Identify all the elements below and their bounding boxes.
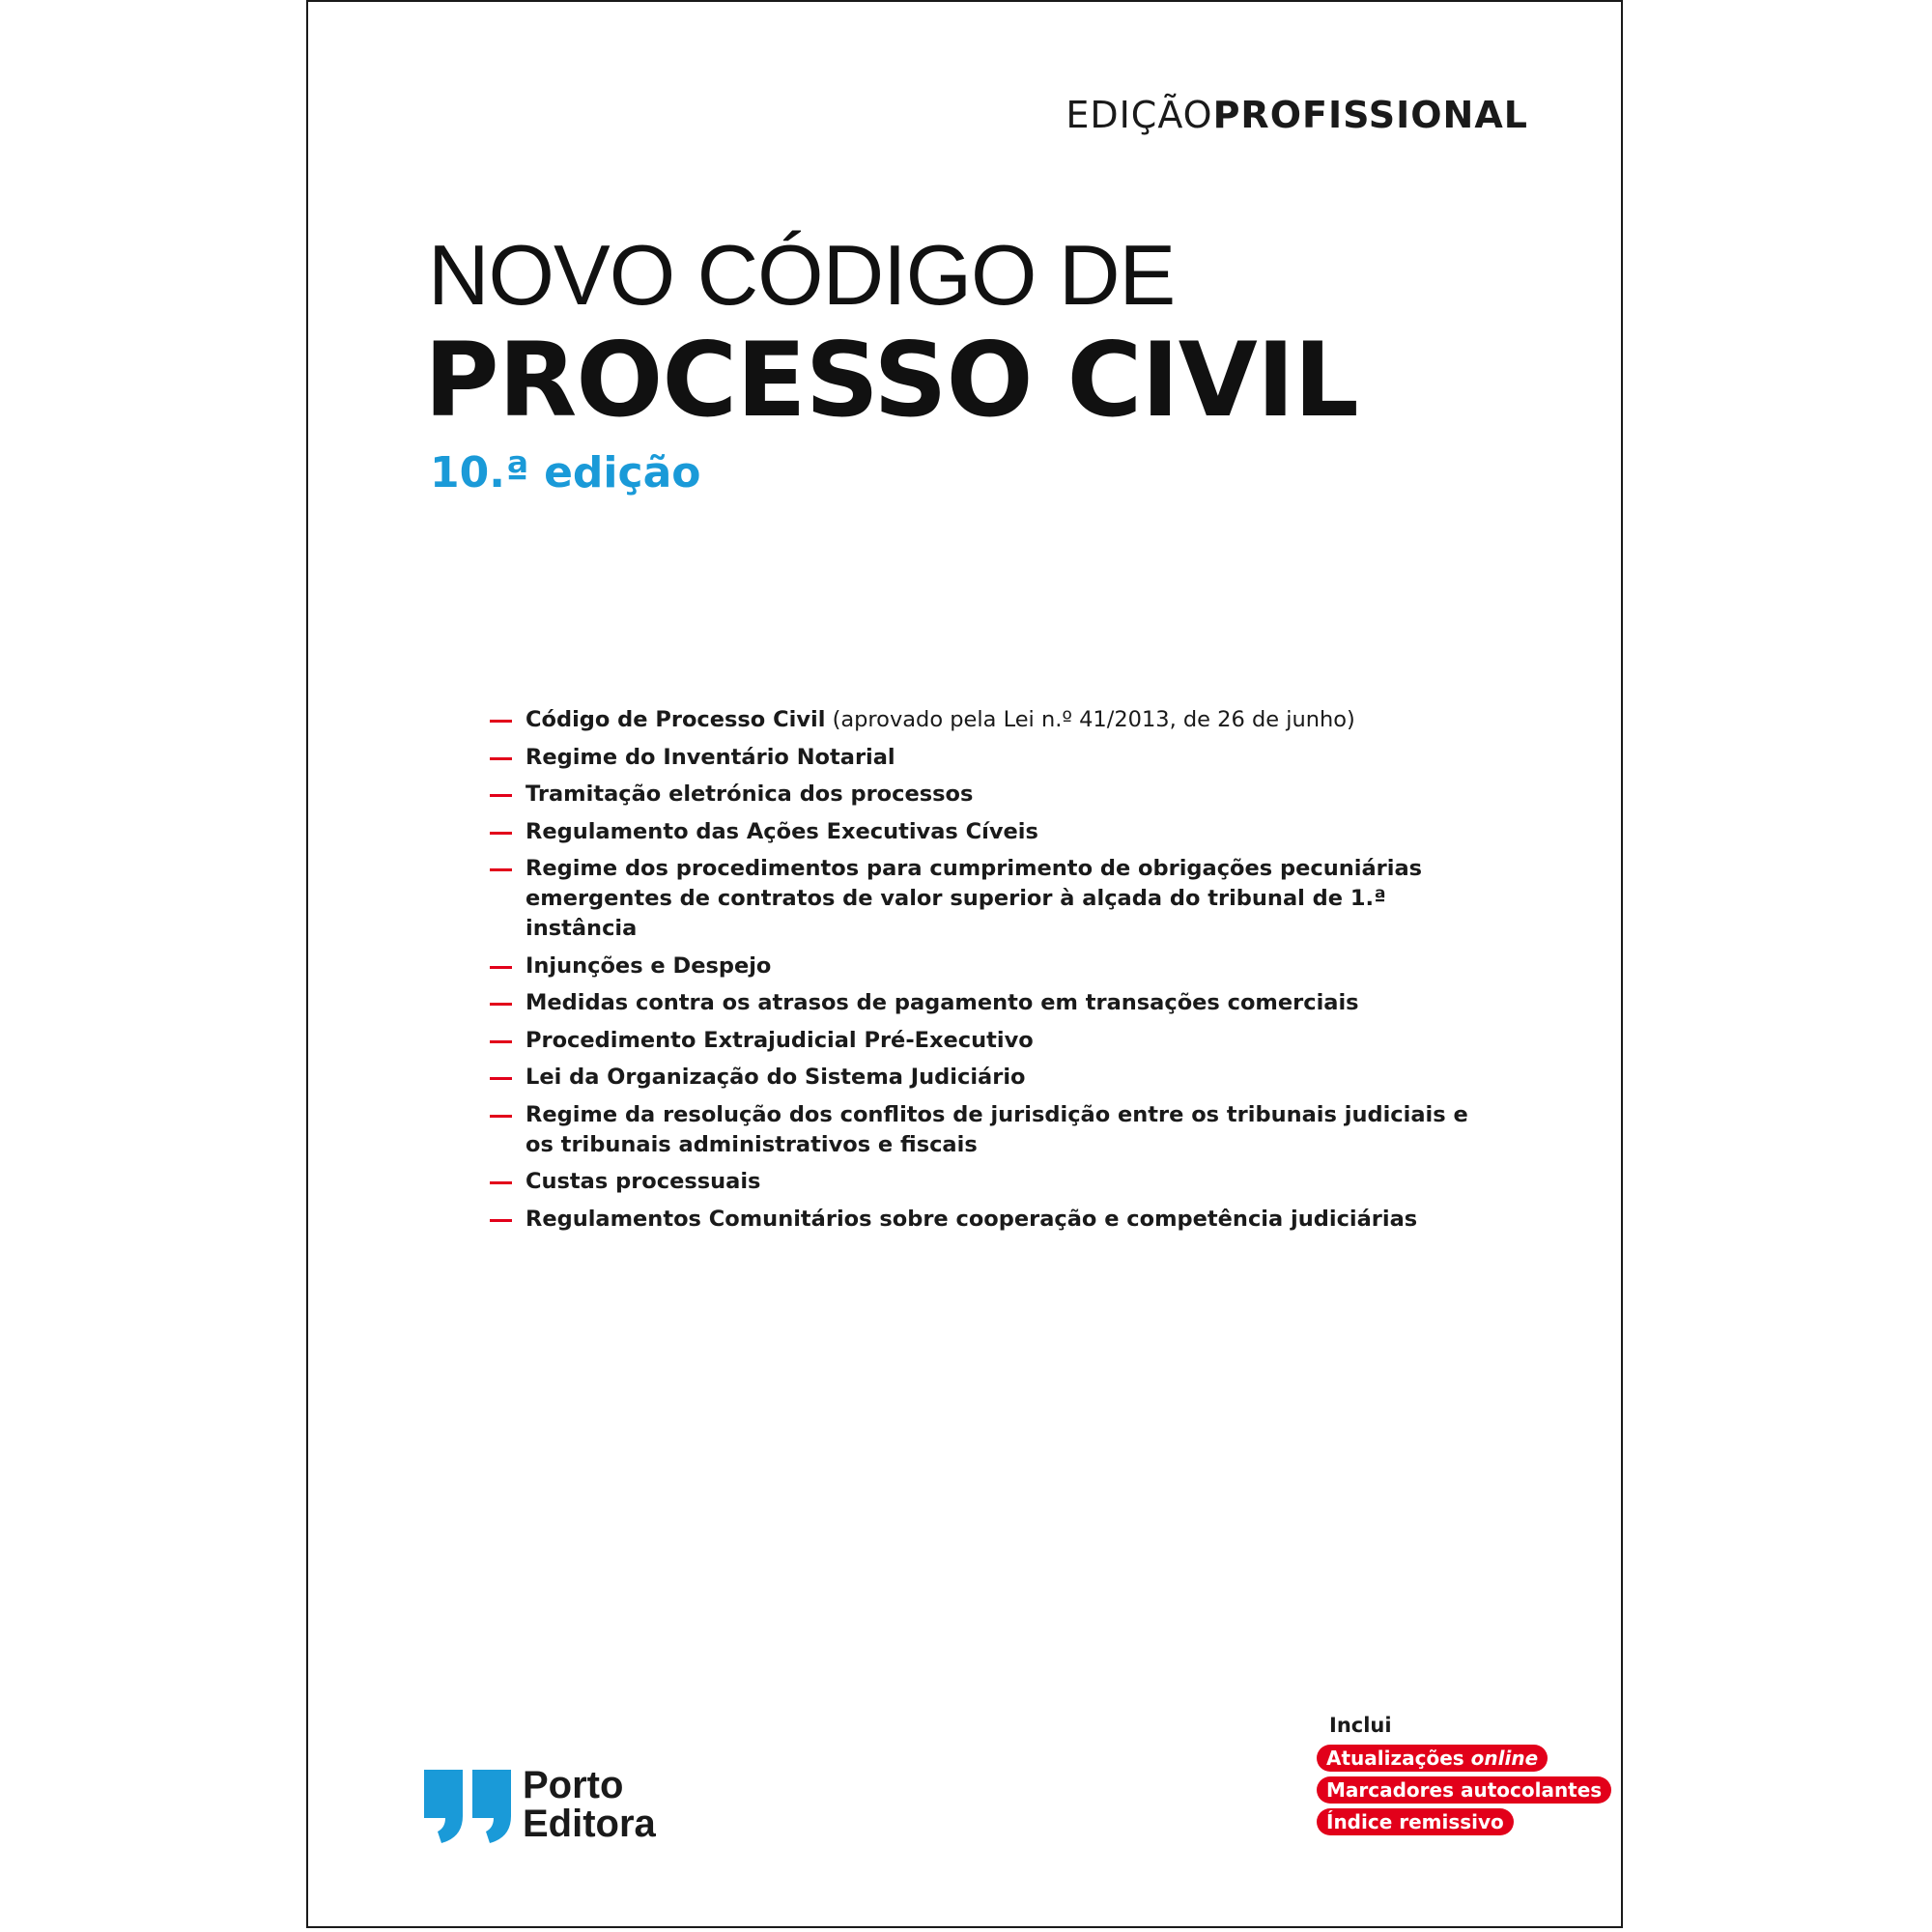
series-label [1065, 94, 1528, 136]
publisher-name-line-1: Porto [523, 1764, 624, 1806]
list-item-title: Custas processuais [526, 1169, 761, 1194]
list-item [490, 1063, 1485, 1093]
red-dash-icon [490, 868, 512, 871]
porto-editora-quote-logo-icon [424, 1770, 513, 1843]
badge-updates [1317, 1745, 1548, 1772]
red-dash-icon [490, 1181, 512, 1184]
red-dash-icon [490, 1115, 512, 1118]
badge-updates-text: Atualizações [1326, 1747, 1471, 1770]
red-dash-icon [490, 1040, 512, 1043]
red-dash-icon [490, 1003, 512, 1006]
list-item-title: Regime dos procedimentos para cumprimento de obrigações pecuniárias emergentes de contratos de valor superior à alçada do tribunal de 1.ª instância [526, 856, 1423, 941]
publisher-name [523, 1766, 656, 1843]
red-dash-icon [490, 794, 512, 797]
title-line-1: NOVO CÓDIGO DE [428, 227, 1176, 323]
list-item-title: Injunções e Despejo [526, 952, 772, 979]
edition-number: 10.ª edição [430, 448, 701, 497]
list-item-note: (aprovado pela Lei n.º 41/2013, de 26 de junho) [825, 707, 1355, 732]
badge-updates-italic: online [1470, 1747, 1539, 1770]
red-dash-icon [490, 966, 512, 969]
red-dash-icon [490, 1077, 512, 1080]
list-item-title: Medidas contra os atrasos de pagamento em transações comerciais [526, 990, 1359, 1015]
list-item [490, 780, 1485, 810]
list-item [490, 952, 1485, 981]
includes-label: Inclui [1329, 1714, 1392, 1737]
contents-list [490, 705, 1485, 1241]
list-item-title: Procedimento Extrajudicial Pré-Executivo [526, 1027, 1034, 1053]
series-label-bold: PROFISSIONAL [1212, 94, 1528, 136]
badge-index: Índice remissivo [1317, 1808, 1514, 1835]
series-label-light: EDIÇÃO [1065, 94, 1213, 136]
title-line-2: PROCESSO CIVIL [424, 321, 1358, 440]
list-item [490, 743, 1485, 773]
red-dash-icon [490, 1219, 512, 1222]
red-dash-icon [490, 832, 512, 835]
list-item-title: Lei da Organização do Sistema Judiciário [526, 1065, 1026, 1090]
list-item [490, 1167, 1485, 1197]
list-item-title: Regime da resolução dos conflitos de jurisdição entre os tribunais judiciais e os tribunais administrativos e fiscais [526, 1101, 1468, 1157]
list-item-title: Código de Processo Civil [526, 707, 826, 732]
list-item-title: Regulamento das Ações Executivas Cíveis [526, 818, 1038, 844]
list-item-title: Regulamentos Comunitários sobre cooperação e competência judiciárias [526, 1206, 1418, 1232]
publisher-name-line-2: Editora [523, 1803, 656, 1845]
list-item [490, 988, 1485, 1018]
includes-box [1317, 1714, 1611, 1840]
list-item [490, 1100, 1485, 1160]
list-item [490, 705, 1485, 735]
list-item-title: Regime do Inventário Notarial [526, 744, 895, 770]
list-item [490, 817, 1485, 847]
list-item [490, 1205, 1485, 1235]
list-item-title: Tramitação eletrónica dos processos [526, 781, 974, 807]
book-cover [306, 0, 1623, 1928]
red-dash-icon [490, 757, 512, 760]
list-item [490, 854, 1485, 944]
list-item [490, 1026, 1485, 1056]
badge-stickers: Marcadores autocolantes [1317, 1776, 1611, 1804]
red-dash-icon [490, 720, 512, 723]
